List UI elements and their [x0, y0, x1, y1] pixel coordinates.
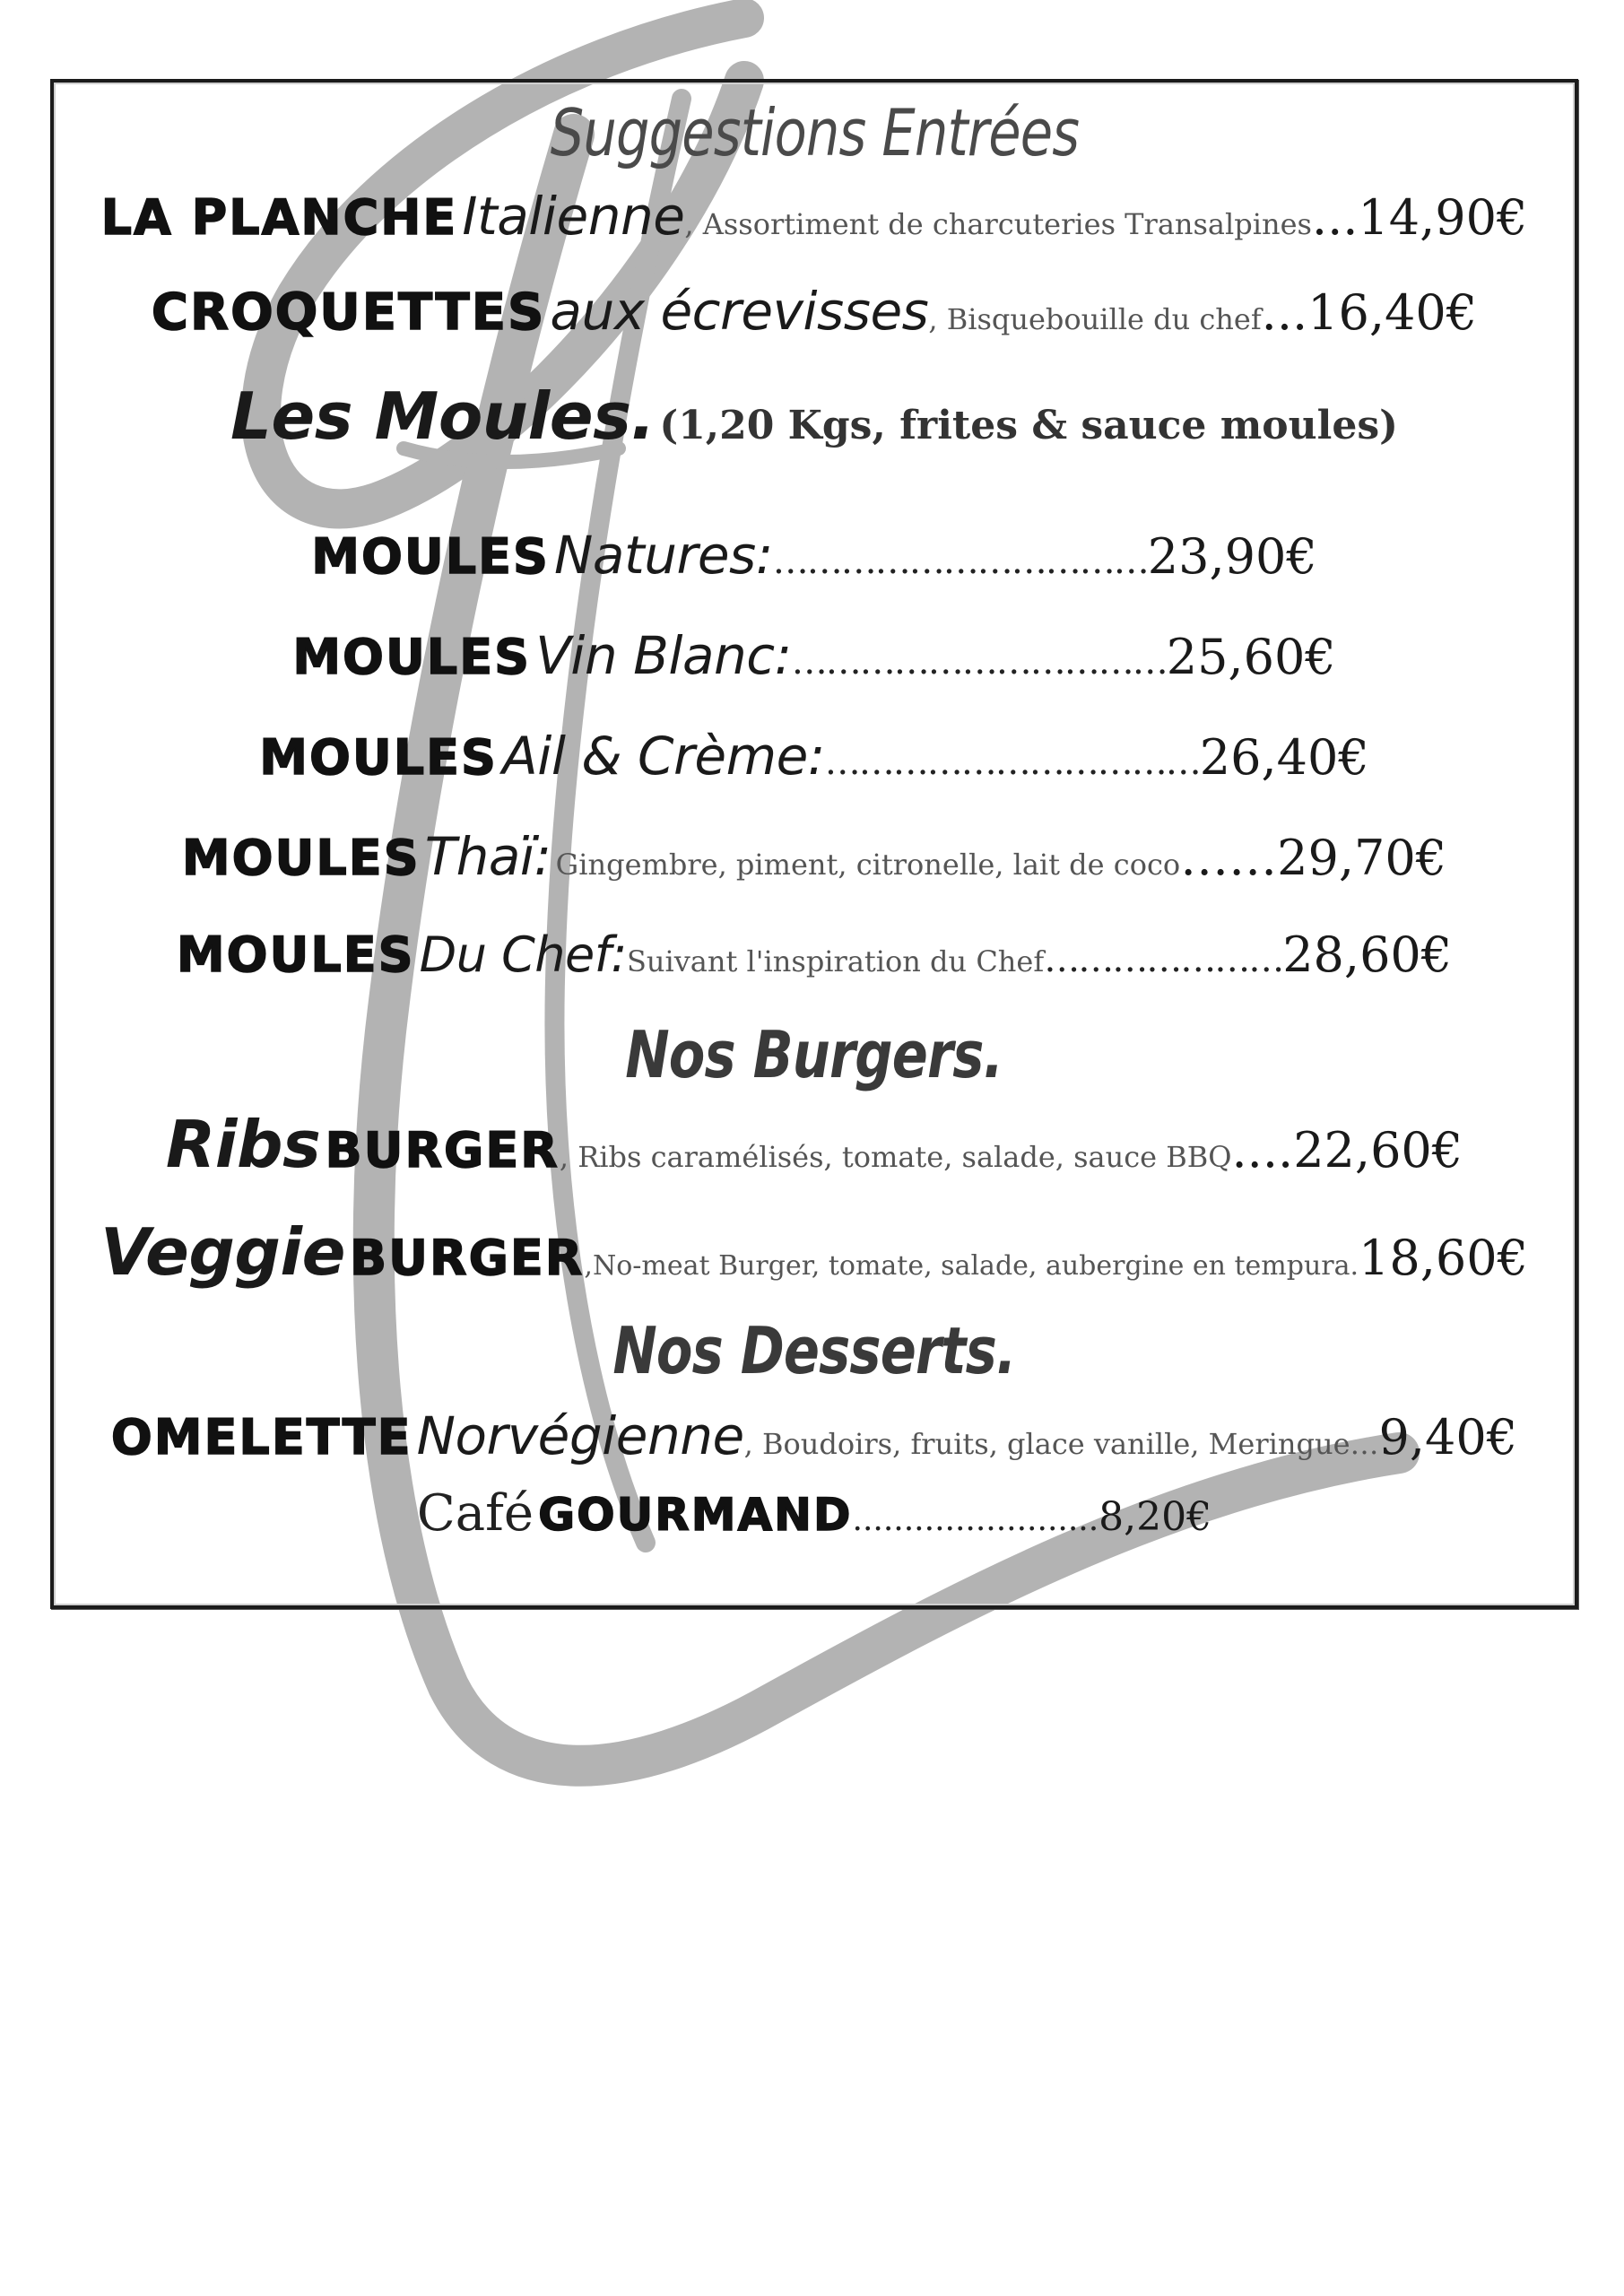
item-style: aux écrevisses — [550, 281, 929, 342]
item-name: OMELETTE — [110, 1409, 413, 1465]
item-name: GOURMAND — [538, 1489, 853, 1541]
item-dots: .... — [1231, 1122, 1294, 1178]
moules-note: (1,20 Kgs, frites & sauce moules) — [659, 403, 1398, 448]
item-description: Suivant l'inspiration du Chef — [626, 944, 1045, 978]
menu-item-veggie-burger — [54, 1214, 1575, 1290]
item-style: Vin Blanc: — [535, 625, 792, 686]
entrees-heading-row — [54, 95, 1575, 170]
item-price: 9,40€ — [1378, 1409, 1518, 1465]
item-dots: ... — [1311, 189, 1359, 246]
item-separator: , — [559, 1140, 578, 1174]
desserts-heading: Nos Desserts. — [612, 1313, 1016, 1388]
item-style: Ail & Crème: — [502, 726, 825, 787]
menu-item-cafe-gourmand — [54, 1484, 1575, 1543]
item-description: Bisquebouille du chef — [946, 302, 1262, 336]
item-price: 18,60€ — [1359, 1230, 1528, 1286]
item-description: Ribs caramélisés, tomate, salade, sauce BBQ — [578, 1140, 1232, 1174]
item-price: 25,60€ — [1166, 629, 1336, 685]
burgers-heading-row — [54, 1017, 1575, 1092]
item-dots: …………………………… — [772, 541, 1148, 582]
item-dots: …… — [1180, 830, 1278, 886]
item-name: MOULES — [292, 629, 531, 685]
item-price: 29,70€ — [1277, 830, 1447, 886]
burgers-heading: Nos Burgers. — [625, 1017, 1003, 1092]
item-dots: ... — [1261, 284, 1308, 341]
item-style: Norvégienne — [416, 1405, 744, 1466]
item-separator: , — [684, 207, 703, 241]
item-style: Veggie — [100, 1214, 345, 1290]
menu-item-moules-thai — [54, 826, 1575, 887]
menu-item-moules-vin-blanc — [54, 625, 1575, 686]
item-name: MOULES — [176, 926, 415, 983]
item-dots: ………………… — [1044, 939, 1283, 980]
moules-heading-row — [54, 378, 1575, 454]
item-name: BURGER — [325, 1122, 560, 1178]
item-style: Ribs — [165, 1107, 321, 1182]
item-name: MOULES — [181, 830, 421, 886]
item-separator: , — [584, 1250, 593, 1282]
item-price: 22,60€ — [1293, 1122, 1463, 1178]
item-name: BURGER — [350, 1230, 585, 1286]
menu-item-moules-natures — [54, 525, 1575, 586]
item-price: 26,40€ — [1199, 729, 1369, 786]
menu-item-planche — [54, 186, 1575, 247]
item-separator: , — [928, 302, 947, 336]
item-style: Natures: — [554, 525, 773, 586]
item-description: No-meat Burger, tomate, salade, aubergine en tempura. — [592, 1250, 1359, 1282]
menu-item-ribs-burger — [54, 1107, 1575, 1182]
item-style: Italienne — [462, 186, 685, 247]
item-name: MOULES — [259, 729, 498, 786]
item-price: 8,20€ — [1099, 1494, 1212, 1540]
item-separator: , — [743, 1427, 762, 1461]
item-description: Assortiment de charcuteries Transalpines — [702, 207, 1312, 241]
item-description: Gingembre, piment, citronelle, lait de coco — [555, 848, 1181, 882]
item-dots: …………………………… — [791, 641, 1167, 683]
item-dots: ........................ — [852, 1501, 1099, 1538]
item-price: 23,90€ — [1147, 528, 1317, 585]
item-dots: …………………………… — [824, 742, 1200, 783]
item-description: Boudoirs, fruits, glace vanille, Meringue… — [762, 1427, 1379, 1461]
item-name: LA PLANCHE — [100, 189, 458, 246]
item-name: MOULES — [311, 528, 550, 585]
menu-item-moules-chef — [54, 926, 1575, 983]
entrees-heading: Suggestions Entrées — [550, 95, 1079, 170]
menu-item-croquettes — [54, 281, 1575, 342]
menu-item-omelette — [54, 1405, 1575, 1466]
item-price: 16,40€ — [1307, 284, 1478, 341]
item-name: CROQUETTES — [151, 283, 546, 342]
item-style: Du Chef: — [419, 926, 627, 983]
desserts-heading-row — [54, 1313, 1575, 1388]
item-style: Thaï: — [424, 826, 551, 887]
item-prefix: Café — [416, 1484, 534, 1543]
item-price: 28,60€ — [1282, 926, 1453, 983]
moules-heading: Les Moules. — [230, 378, 656, 454]
menu-item-moules-ail-creme — [54, 726, 1575, 787]
item-price: 14,90€ — [1358, 189, 1528, 246]
